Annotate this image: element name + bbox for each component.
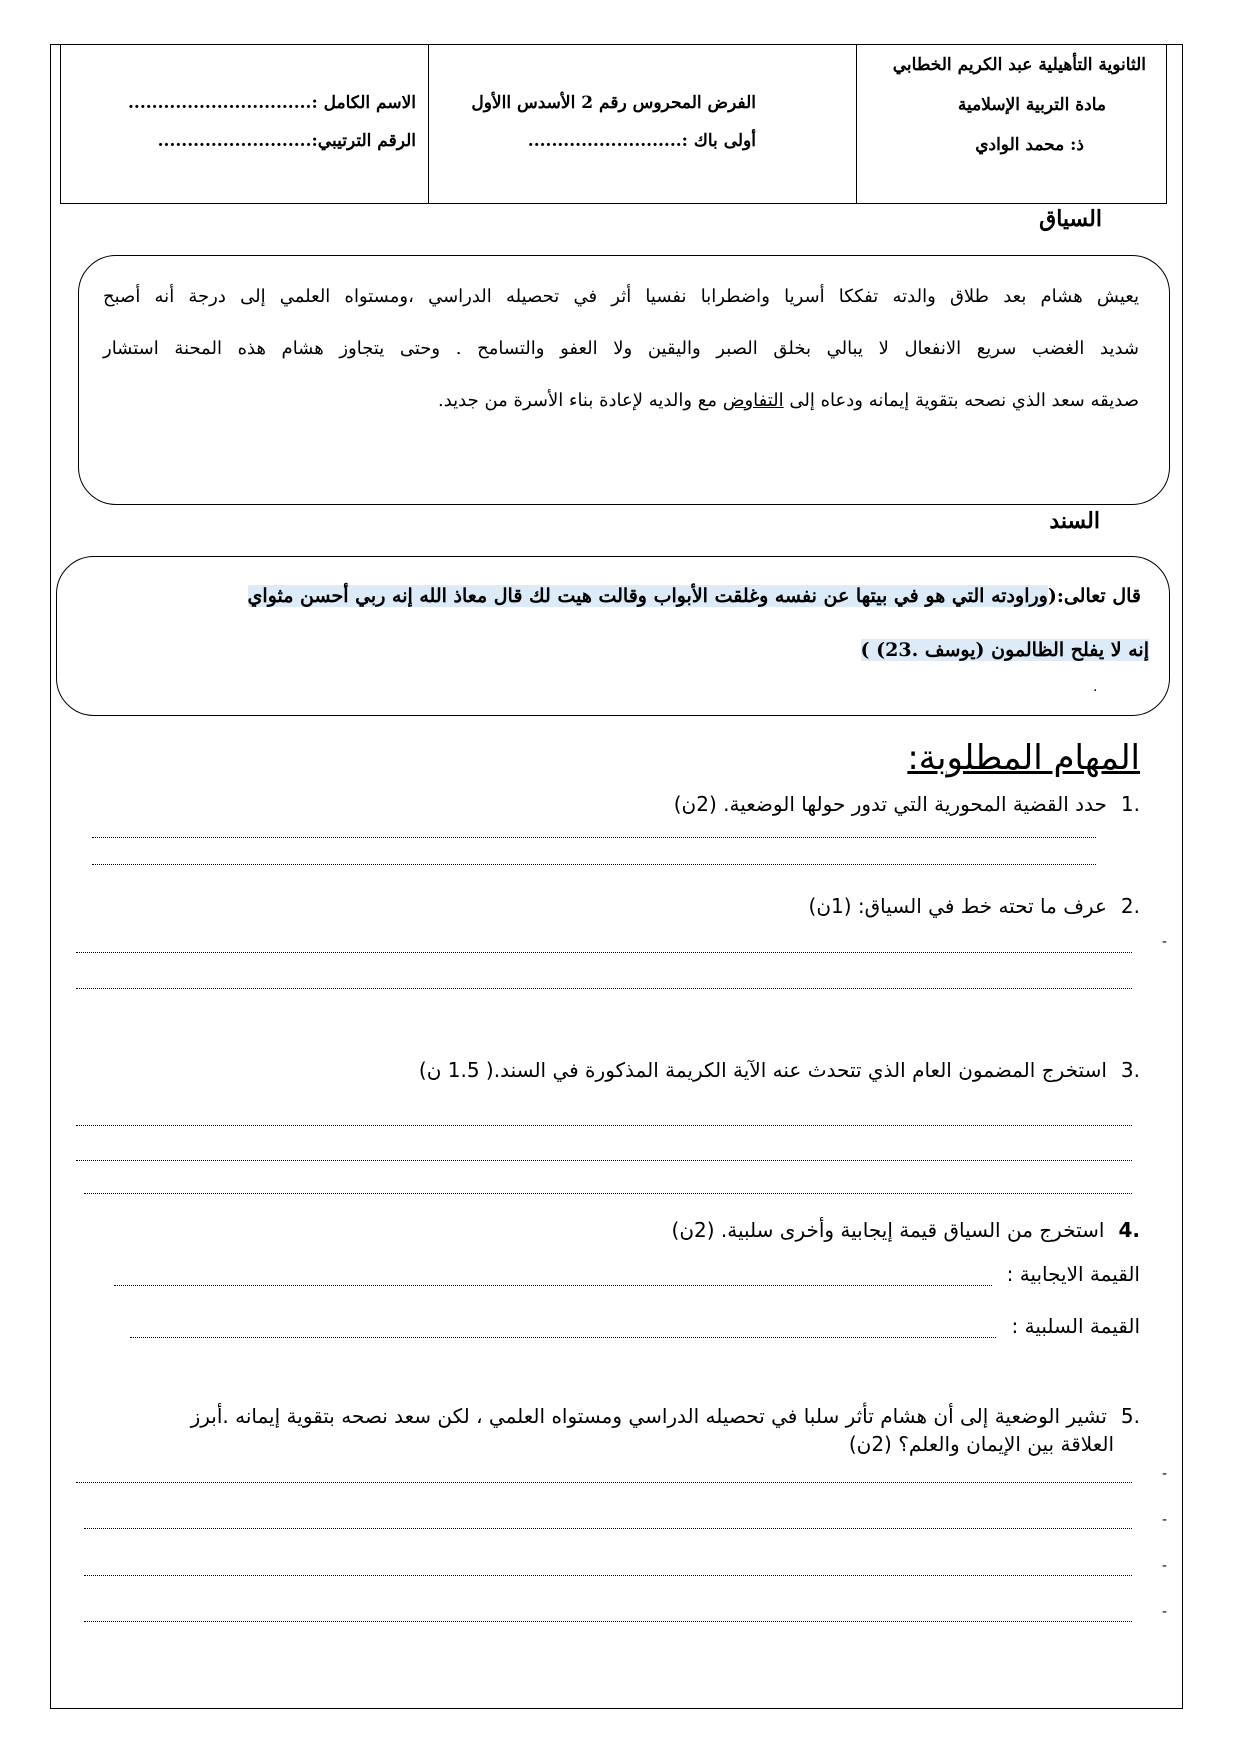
positive-value-label: القيمة الايجابية : [1006,1262,1140,1286]
context-line-3-start: صديقه سعد الذي نصحه بتقوية إيمانه ودعاه إلى [783,390,1139,411]
question-3-text: استخرج المضمون العام الذي تتحدث عنه الآية الكريمة المذكورة في السند.( 1.5 ن) [418,1058,1107,1082]
serial-number-field[interactable]: الرقم الترتيبي:.......................... [157,131,416,151]
subject-name: مادة التربية الإسلامية [957,95,1106,115]
question-1 [674,792,1140,816]
header-school-cell [856,45,1166,203]
header-exam-cell [428,45,856,203]
context-line-3-end: مع والديه لإعادة بناء الأسرة من جديد. [438,390,723,411]
underlined-term: التفاوض [722,390,784,411]
positive-value-answer-line[interactable] [114,1285,992,1286]
question-4 [672,1218,1140,1242]
tasks-title: المهام المطلوبة: [907,738,1140,778]
question-5 [84,1404,1140,1428]
question-5-number: .5 [1120,1404,1140,1428]
exam-title: الفرض المحروس رقم 2 الأسدس االأول [471,93,756,113]
school-name: الثانوية التأهيلية عبد الكريم الخطابي [892,55,1146,75]
context-line-1: يعيش هشام بعد طلاق والدته تفككا أسريا واضطرابا نفسيا أثر في تحصيله الدراسي ،ومستواه العلمي إلى درجة أنه أصبح [103,286,1139,307]
margin-dash: - [1162,1558,1168,1574]
question-5-cont [849,1432,1114,1456]
answer-line[interactable] [84,1193,1132,1194]
margin-dash: - [1162,1512,1168,1528]
answer-line[interactable] [84,1575,1132,1576]
context-title: السياق [1039,206,1102,232]
answer-line[interactable] [76,1482,1132,1483]
question-4-text: استخرج من السياق قيمة إيجابية وأخرى سلبية. (2ن) [671,1218,1105,1242]
teacher-name: ذ: محمد الوادي [975,135,1084,155]
question-5-line-2: العلاقة بين الإيمان والعلم؟ (2ن) [848,1432,1114,1456]
question-5-line-1: تشير الوضعية إلى أن هشام تأثر سلبا في تحصيله الدراسي ومستواه العلمي ، لكن سعد نصحه بتقوية إيمانه .أبرز [190,1404,1107,1428]
verse-line-1: وراودته التي هو في بيتها عن نفسه وغلقت الأبواب وقالت هيت لك قال معاذ الله إنه ربي أحسن مثواي [247,585,1048,607]
sanad-dot: . [1093,679,1098,695]
level-field[interactable]: أولى باك :.......................... [527,131,756,151]
full-name-field[interactable]: الاسم الكامل :............................... [127,93,416,113]
answer-line[interactable] [76,988,1132,989]
answer-line[interactable] [84,1528,1132,1529]
negative-value-label: القيمة السلبية : [1011,1314,1140,1338]
header-table [60,44,1167,204]
header-student-cell [61,45,428,203]
question-2 [809,894,1140,918]
context-box [78,255,1170,505]
question-2-number: .2 [1120,894,1140,918]
negative-value-answer-line[interactable] [130,1337,996,1338]
question-4-number: .4 [1118,1218,1140,1242]
answer-line[interactable] [76,1125,1132,1126]
context-line-2: شديد الغضب سريع الانفعال لا يبالي بخلق الصبر واليقين ولا العفو والتسامح . وحتى يتجاوز هشام هذه المحنة استشار [103,338,1139,359]
answer-line[interactable] [92,864,1096,865]
context-line-3 [103,390,1139,411]
question-2-text: عرف ما تحته خط في السياق: (1ن) [808,894,1107,918]
sanad-line-2 [861,639,1149,661]
answer-line[interactable] [76,952,1132,953]
answer-line[interactable] [76,1160,1132,1161]
sanad-title: السند [1049,508,1100,534]
margin-dash: - [1162,934,1168,950]
sanad-box [56,556,1170,716]
question-1-number: .1 [1120,792,1140,816]
margin-dash: - [1162,1466,1168,1482]
verse-line-2: إنه لا يفلح الظالمون (يوسف .23) ) [860,639,1149,661]
question-3-number: .3 [1120,1058,1140,1082]
margin-dash: - [1162,1604,1168,1620]
question-3 [419,1058,1140,1082]
answer-line[interactable] [92,837,1096,838]
question-1-text: حدد القضية المحورية التي تدور حولها الوضعية. (2ن) [673,792,1107,816]
answer-line[interactable] [84,1621,1132,1622]
sanad-intro: قال تعالى:( [1047,585,1141,607]
sanad-line-1 [79,585,1141,607]
